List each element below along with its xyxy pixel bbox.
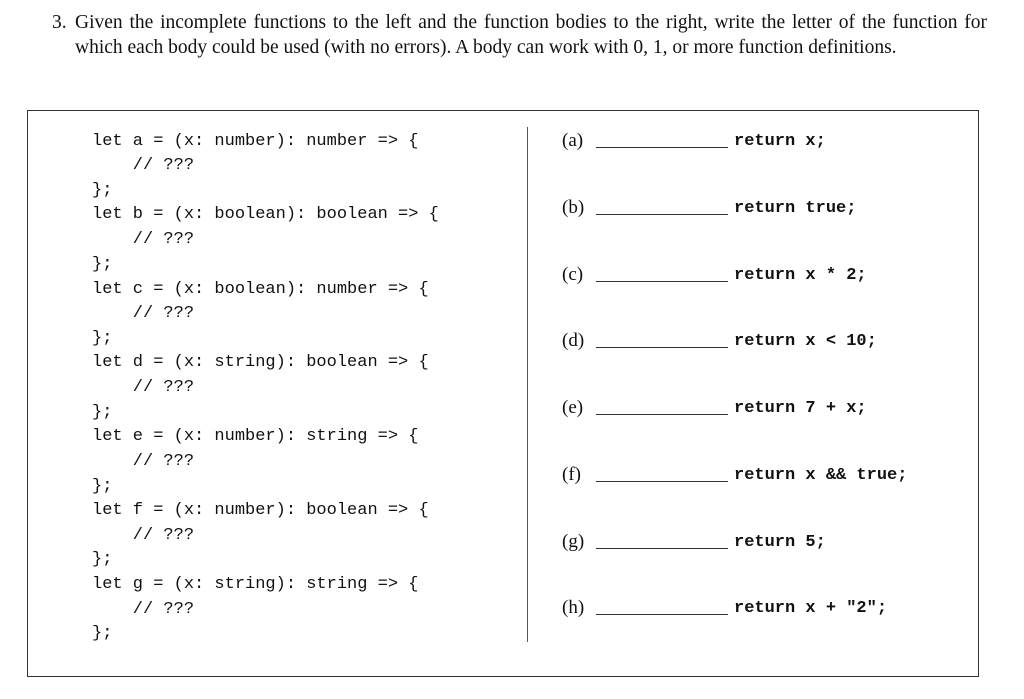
code-line: }; bbox=[92, 255, 113, 274]
code-line: let f = (x: number): boolean => { bbox=[92, 501, 429, 520]
code-line: }; bbox=[92, 477, 113, 496]
code-line: // ??? bbox=[92, 600, 195, 619]
answer-blank[interactable] bbox=[596, 147, 728, 148]
answer-blank[interactable] bbox=[596, 614, 728, 615]
answer-blank[interactable] bbox=[596, 347, 728, 348]
body-code: return x && true; bbox=[734, 466, 908, 485]
body-label: (a) bbox=[562, 130, 584, 151]
column-divider bbox=[527, 127, 528, 642]
answer-blank[interactable] bbox=[596, 281, 728, 282]
code-line: }; bbox=[92, 329, 113, 348]
body-label: (g) bbox=[562, 531, 585, 552]
body-code: return x; bbox=[734, 132, 826, 151]
answer-blank[interactable] bbox=[596, 414, 728, 415]
code-line: // ??? bbox=[92, 526, 195, 545]
code-line: // ??? bbox=[92, 378, 195, 397]
code-line: let d = (x: string): boolean => { bbox=[92, 353, 429, 372]
code-line: let c = (x: boolean): number => { bbox=[92, 280, 429, 299]
body-code: return x < 10; bbox=[734, 332, 877, 351]
code-line: }; bbox=[92, 403, 113, 422]
body-code: return x + "2"; bbox=[734, 599, 888, 618]
body-code: return 5; bbox=[734, 533, 826, 552]
body-label: (e) bbox=[562, 397, 584, 418]
code-line: // ??? bbox=[92, 156, 195, 175]
body-label: (b) bbox=[562, 197, 585, 218]
answer-blank[interactable] bbox=[596, 481, 728, 482]
code-line: }; bbox=[92, 624, 113, 643]
question-number: 3. bbox=[52, 12, 67, 33]
body-label: (c) bbox=[562, 264, 584, 285]
body-label: (f) bbox=[562, 464, 581, 485]
body-label: (d) bbox=[562, 330, 585, 351]
code-line: }; bbox=[92, 550, 113, 569]
body-code: return x * 2; bbox=[734, 266, 867, 285]
code-line: let g = (x: string): string => { bbox=[92, 575, 419, 594]
question bbox=[52, 10, 987, 60]
code-line: }; bbox=[92, 181, 113, 200]
question-text: Given the incomplete functions to the left and the function bodies to the right, write the letter of the function for which each body could be used (with no errors). A body can work with 0, 1, or more function definitions. bbox=[75, 12, 987, 58]
code-line: // ??? bbox=[92, 452, 195, 471]
code-line: let b = (x: boolean): boolean => { bbox=[92, 205, 439, 224]
code-line: let a = (x: number): number => { bbox=[92, 132, 419, 151]
code-line: // ??? bbox=[92, 304, 195, 323]
answer-blank[interactable] bbox=[596, 214, 728, 215]
body-code: return true; bbox=[734, 199, 857, 218]
code-line: let e = (x: number): string => { bbox=[92, 427, 419, 446]
code-line: // ??? bbox=[92, 230, 195, 249]
body-label: (h) bbox=[562, 597, 585, 618]
body-code: return 7 + x; bbox=[734, 399, 867, 418]
answer-blank[interactable] bbox=[596, 548, 728, 549]
